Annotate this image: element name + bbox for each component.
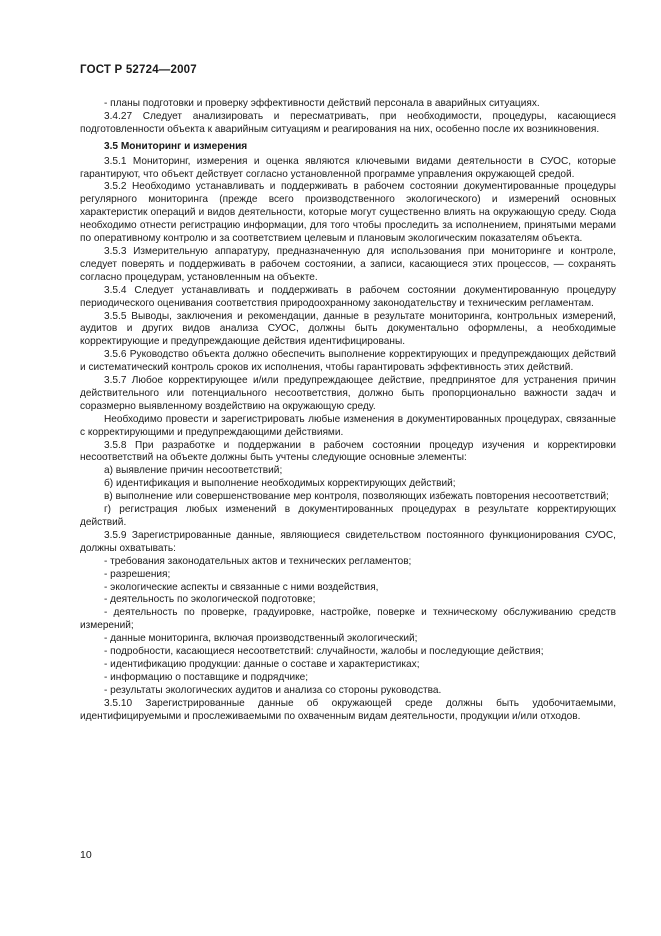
list-item: - планы подготовки и проверку эффективности действий персонала в аварийных ситуациях. <box>104 98 540 109</box>
paragraph: Необходимо провести и зарегистрировать любые изменения в документированных процедурах, связанные с корректирующими и предупреждающими действиями. <box>80 413 616 438</box>
list-item: - деятельность по экологической подготовке; <box>104 594 316 606</box>
list-item: - идентификацию продукции: данные о составе и характеристиках; <box>104 658 420 670</box>
clause-3-5-3: 3.5.3 Измерительную аппаратуру, предназначенную для использования при мониторинге и контроле, следует поверять и поддерживать в рабочем состоянии, а записи, касающиеся этих процессов, — сохранять согласно процедурам, установленным на объекте. <box>80 245 616 283</box>
page-number: 10 <box>80 849 92 861</box>
list-item: г) регистрация любых изменений в документированных процедурах в результате корректирующих действий. <box>80 504 616 528</box>
list-item: - результаты экологических аудитов и анализа со стороны руководства. <box>104 684 442 696</box>
clause-3-5-2: 3.5.2 Необходимо устанавливать и поддерживать в рабочем состоянии документированные процедуры регулярного мониторинга (прежде всего производственного экологического) и измерений основных характеристик операций и видов деятельности, которые могут существенно влиять на окружающую среду. Сюда необходимо отнести регистрацию информации, для того чтобы проследить за исполнением, принятыми мерами по оперативному контролю и за соответствием целевым и плановым экологическим показателям объекта. <box>80 181 616 245</box>
clause-3-5-6: 3.5.6 Руководство объекта должно обеспечить выполнение корректирующих и предупреждающих действий и систематический контроль сроков их исполнения, чтобы гарантировать эффективность этих действий. <box>80 349 616 374</box>
document-body <box>80 98 616 724</box>
list-item: а) выявление причин несоответствий; <box>104 465 283 477</box>
clause-3-5-10: 3.5.10 Зарегистрированные данные об окружающей среде должны быть удобочитаемыми, идентифицируемыми и прослеживаемыми по охваченным видам деятельности, продукции и/или отходов. <box>80 697 616 722</box>
list-item: - требования законодательных актов и технических регламентов; <box>104 555 412 567</box>
clause-3-5-7: 3.5.7 Любое корректирующее и/или предупреждающее действие, предпринятое для устранения причин действительного или потенциального несоответствия, должно быть пропорционально важности задач и соразмерно выявленному воздействию на окружающую среду. <box>80 375 616 412</box>
list-item: - деятельность по проверке, градуировке, настройке, поверке и техническому обслуживанию средств измерений; <box>80 607 616 632</box>
list-item: - подробности, касающиеся несоответствий: случайности, жалобы и последующие действия; <box>104 646 544 658</box>
section-heading-3-5: 3.5 Мониторинг и измерения <box>104 140 248 152</box>
clause-3-4-27: 3.4.27 Следует анализировать и пересматривать, при необходимости, процедуры, касающиеся подготовленности объекта к аварийным ситуациям и реагирования на них, особенно после их возникновения. <box>80 110 616 135</box>
list-item: в) выполнение или совершенствование мер контроля, позволяющих избежать повторения несоответствий; <box>104 491 609 503</box>
clause-3-5-1: 3.5.1 Мониторинг, измерения и оценка являются ключевыми видами деятельности в СУОС, которые гарантируют, что объект действует согласно установленной программе управления окружающей средой. <box>80 155 616 180</box>
list-item: б) идентификация и выполнение необходимых корректирующих действий; <box>104 478 456 490</box>
document-header: ГОСТ Р 52724—2007 <box>80 64 197 76</box>
clause-3-5-8: 3.5.8 При разработке и поддержании в рабочем состоянии процедур изучения и корректировки несоответствий на объекте должны быть учтены следующие основные элементы: <box>80 439 616 464</box>
list-item: - данные мониторинга, включая производственный экологический; <box>104 633 418 645</box>
clause-3-5-4: 3.5.4 Следует устанавливать и поддерживать в рабочем состоянии документированную процедуру периодического оценивания соответствия природоохранному законодательству и техническим регламентам. <box>80 284 616 309</box>
list-item: - экологические аспекты и связанные с ними воздействия, <box>104 581 379 593</box>
list-item: - разрешения; <box>104 568 171 580</box>
list-item: - информацию о поставщике и подрядчике; <box>104 671 309 683</box>
clause-3-5-9: 3.5.9 Зарегистрированные данные, являющиеся свидетельством постоянного функционирования СУОС, должны охватывать: <box>80 529 616 554</box>
clause-3-5-5: 3.5.5 Выводы, заключения и рекомендации, данные в результате мониторинга, контрольных измерений, аудитов и других видов анализа СУОС, должны быть документально оформлены, а необходимые корректирующие и предупреждающие действия идентифицированы. <box>80 310 616 348</box>
